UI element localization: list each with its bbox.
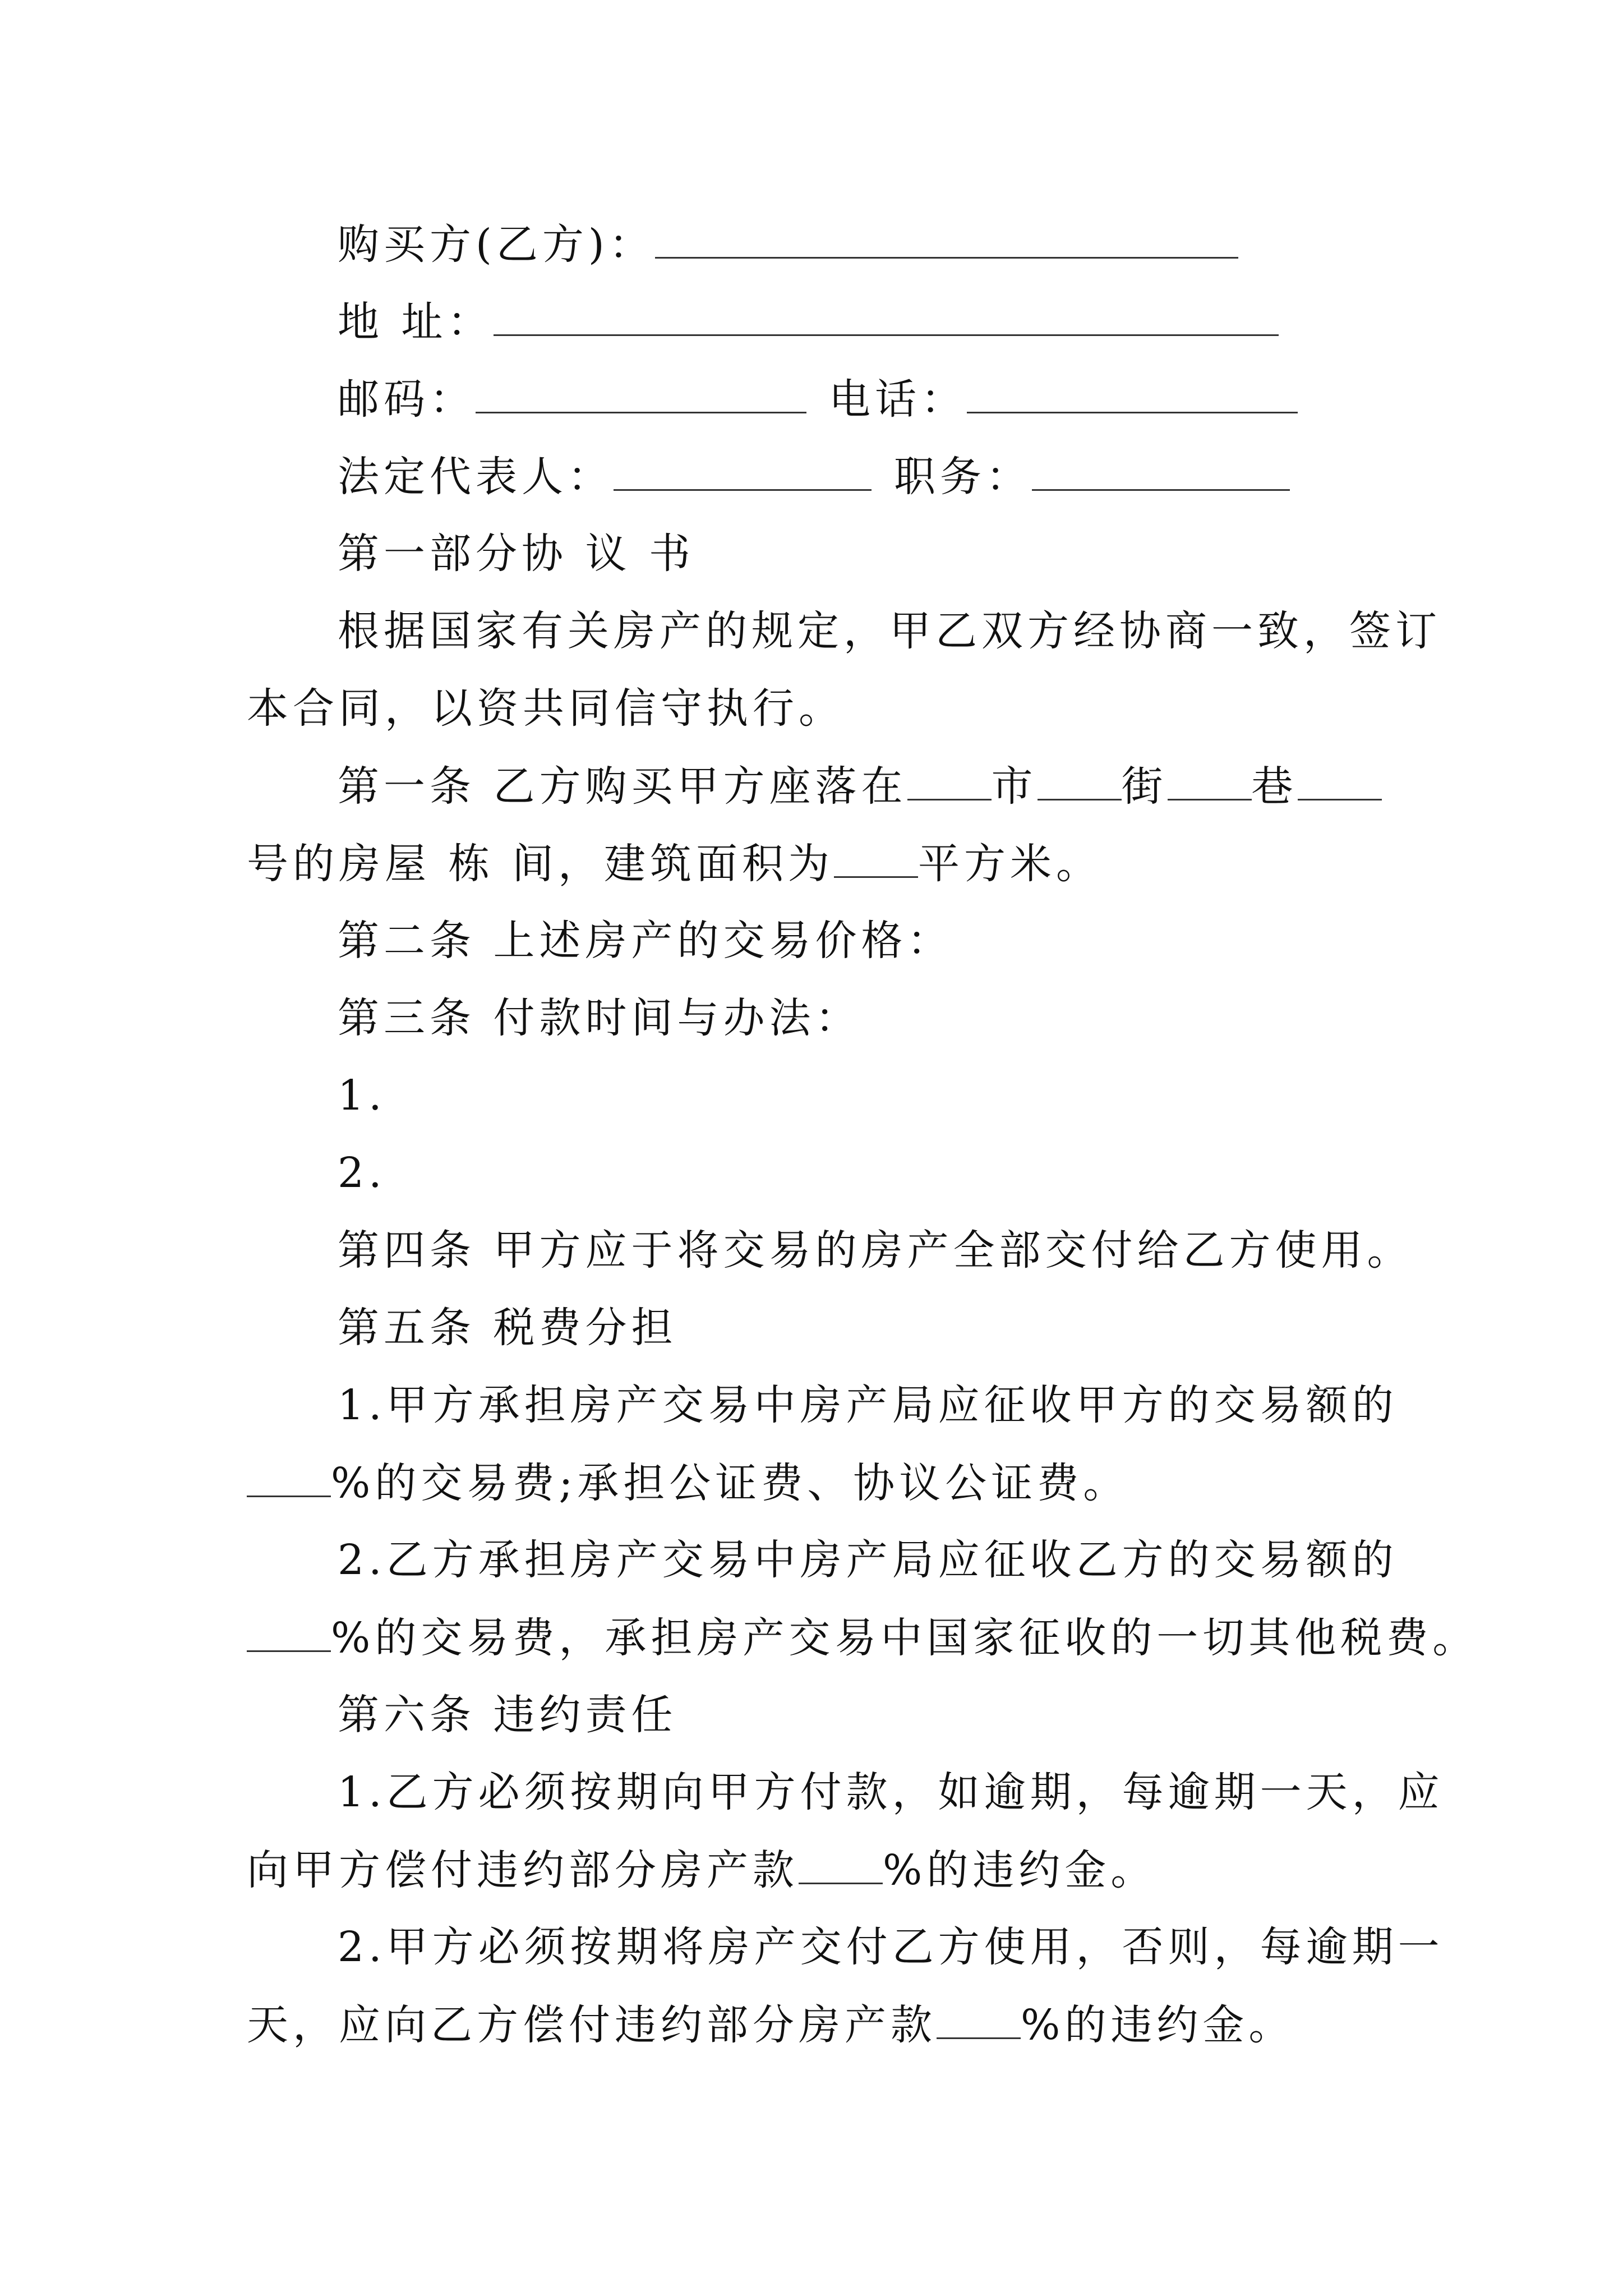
- phone-blank: [967, 378, 1298, 413]
- article-5-item-1-line-2: [247, 1459, 1129, 1507]
- article-5-item-2-line-2: [247, 1614, 1479, 1662]
- article-6-title: 第六条 违约责任: [338, 1691, 677, 1739]
- article-1-line-1: [338, 762, 1382, 811]
- city-label: 市: [991, 762, 1038, 811]
- article-6-item-1-line-1: 1.乙方必须按期向甲方付款，如逾期，每逾期一天，应: [338, 1768, 1444, 1816]
- article-5-item-2-line-1: 2.乙方承担房产交易中房产局应征收乙方的交易额的: [338, 1536, 1398, 1584]
- penalty-rate-blank-1: [799, 1849, 883, 1884]
- tax-rate-blank-2: [247, 1617, 331, 1652]
- rep-blank: [614, 455, 872, 491]
- buyer-blank: [655, 223, 1238, 259]
- zip-phone-row: [338, 375, 1298, 424]
- buyer-label: 购买方(乙方)：: [338, 220, 655, 269]
- number-blank: [1298, 765, 1382, 800]
- intro-line-1: 根据国家有关房产的规定，甲乙双方经协商一致，签订: [338, 607, 1441, 655]
- area-unit: 平方米。: [918, 840, 1103, 888]
- buyer-field-row: [338, 220, 1238, 269]
- position-blank: [1032, 455, 1290, 491]
- article-6-item-1-tail: %的违约金。: [883, 1846, 1157, 1894]
- article-6-item-2-text: 天，应向乙方偿付违约部分房产款: [247, 2001, 937, 2049]
- street-blank: [1038, 765, 1122, 800]
- article-6-item-2-tail: %的违约金。: [1021, 2001, 1295, 2049]
- article-5-item-1-line-1: 1.甲方承担房产交易中房产局应征收甲方的交易额的: [338, 1381, 1398, 1429]
- article-6-item-1-line-2: [247, 1846, 1157, 1894]
- article-5-title: 第五条 税费分担: [338, 1304, 677, 1352]
- phone-label: 电话：: [829, 375, 967, 424]
- part-title: 第一部分协 议 书: [338, 530, 695, 578]
- address-blank: [494, 301, 1279, 336]
- city-blank: [907, 765, 992, 800]
- tax-rate-blank-1: [247, 1462, 331, 1497]
- street-label: 街: [1121, 762, 1168, 811]
- article-4: 第四条 甲方应于将交易的房产全部交付给乙方使用。: [338, 1226, 1413, 1274]
- zip-blank: [476, 378, 806, 413]
- article-3-item-2: 2.: [338, 1149, 386, 1197]
- article-6-item-1-text: 向甲方偿付违约部分房产款: [247, 1846, 799, 1894]
- zip-label: 邮码：: [338, 375, 476, 424]
- article-6-item-2-line-1: 2.甲方必须按期将房产交付乙方使用，否则，每逾期一: [338, 1923, 1444, 1971]
- lane-blank: [1168, 765, 1252, 800]
- penalty-rate-blank-2: [937, 2004, 1021, 2039]
- position-label: 职务：: [894, 453, 1032, 501]
- intro-line-2: 本合同，以资共同信守执行。: [247, 684, 845, 733]
- article-5-item-1-text: %的交易费;承担公证费、协议公证费。: [331, 1459, 1129, 1507]
- article-1-text-2: 号的房屋 栋 间，建筑面积为: [247, 840, 834, 888]
- article-6-item-2-line-2: [247, 2001, 1295, 2049]
- article-3: 第三条 付款时间与办法：: [338, 994, 861, 1042]
- article-1-line-2: [247, 840, 1103, 888]
- rep-label: 法定代表人：: [338, 453, 614, 501]
- address-field-row: [338, 298, 1279, 346]
- lane-label: 巷: [1251, 762, 1298, 811]
- article-2: 第二条 上述房产的交易价格：: [338, 917, 953, 965]
- rep-position-row: [338, 453, 1290, 501]
- article-3-item-1: 1.: [338, 1071, 386, 1120]
- area-blank: [834, 843, 918, 878]
- address-label: 地 址：: [338, 298, 494, 346]
- article-1-text: 第一条 乙方购买甲方座落在: [338, 762, 907, 811]
- article-5-item-2-text: %的交易费，承担房产交易中国家征收的一切其他税费。: [331, 1614, 1479, 1662]
